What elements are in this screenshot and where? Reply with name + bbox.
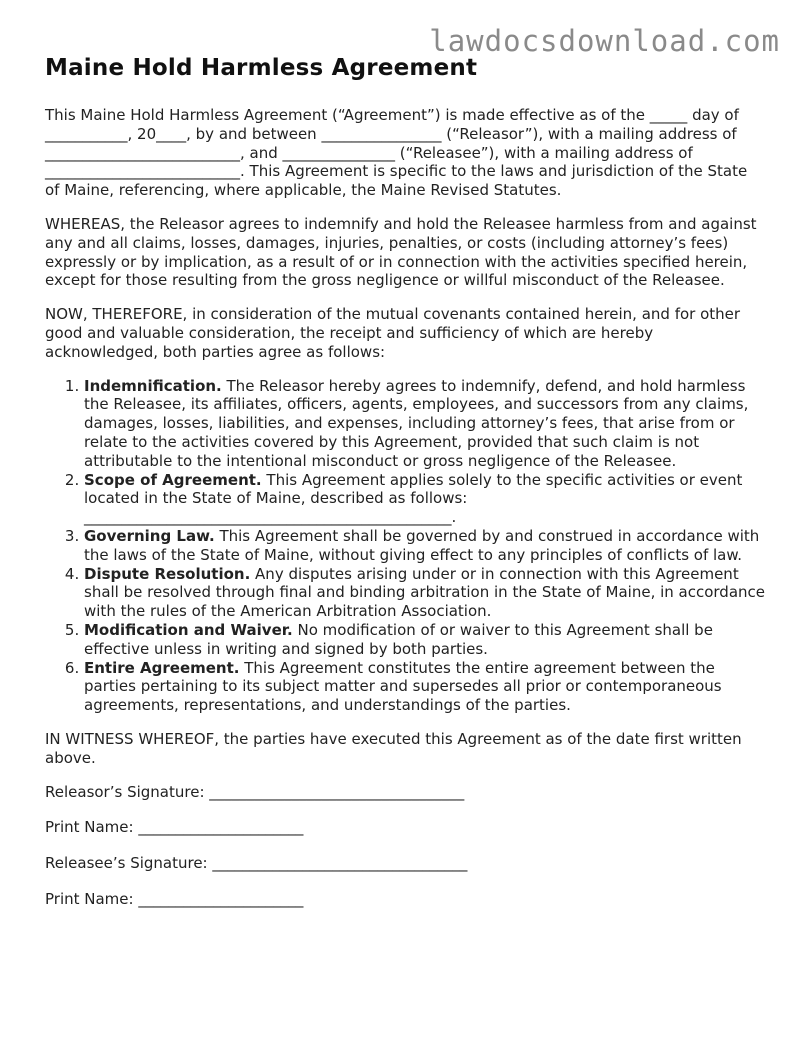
clause-text: This Agreement shall be governed by and construed in accordance with the laws of the State of Maine, without giving effect to any principles of conflicts of law. xyxy=(84,526,760,564)
clause-item xyxy=(84,659,765,715)
clause-text: This Agreement constitutes the entire agreement between the parties pertaining to its subject matter and supersedes all prior or contemporaneous agreements, representations, and understandings of the parties. xyxy=(84,658,722,715)
witness-paragraph: IN WITNESS WHEREOF, the parties have executed this Agreement as of the date first written above. xyxy=(45,729,742,767)
now-therefore-paragraph: NOW, THEREFORE, in consideration of the mutual covenants contained herein, and for other good and valuable consideration, the receipt and sufficiency of which are hereby acknowledged, both parties agree as follows: xyxy=(45,305,741,361)
document-page xyxy=(45,55,765,926)
clause-text: This Agreement applies solely to the specific activities or event located in the State of Maine, described as follows: _________________________________________________. xyxy=(84,470,743,527)
clause-item xyxy=(84,527,765,565)
releasee-signature-line[interactable]: Releasee’s Signature: __________________________________ xyxy=(45,854,468,873)
intro-paragraph: This Maine Hold Harmless Agreement (“Agreement”) is made effective as of the _____ day of ___________, 20____, by and between ________________ (“Releasor”), with a mailing address of __________________________, and _______________ (“Releasee”), with a mailing address of __________________________. This Agreement is specific to the laws and jurisdiction of the State of Maine, referencing, where applicable, the Maine Revised Statutes. xyxy=(45,106,748,200)
clause-text: Any disputes arising under or in connection with this Agreement shall be resolved through final and binding arbitration in the State of Maine, in accordance with the rules of the American Arbitration Association. xyxy=(84,564,766,621)
clause-heading: Entire Agreement. xyxy=(84,658,240,677)
clause-heading: Governing Law. xyxy=(84,526,215,545)
releasor-signature-line[interactable]: Releasor’s Signature: __________________________________ xyxy=(45,782,465,801)
clause-heading: Indemnification. xyxy=(84,376,222,395)
clause-heading: Modification and Waiver. xyxy=(84,620,293,639)
page-title: Maine Hold Harmless Agreement xyxy=(45,55,478,81)
clause-text: The Releasor hereby agrees to indemnify, defend, and hold harmless the Releasee, its affiliates, officers, agents, employees, and successors from any claims, damages, losses, liabilities, and expenses, including attorney’s fees, that arise from or relate to the activities covered by this Agreement, provided that such claim is not attributable to the intentional misconduct or gross negligence of the Releasee. xyxy=(84,376,749,470)
clause-item xyxy=(84,471,765,527)
clause-item xyxy=(84,565,765,621)
releasor-print-name-line[interactable]: Print Name: ______________________ xyxy=(45,818,304,837)
watermark: lawdocsdownload.com xyxy=(429,24,780,58)
clause-text: No modification of or waiver to this Agreement shall be effective unless in writing and signed by both parties. xyxy=(84,620,713,658)
clause-item xyxy=(84,377,765,471)
clause-list xyxy=(45,377,765,715)
clause-item xyxy=(84,621,765,659)
releasee-print-name-line[interactable]: Print Name: ______________________ xyxy=(45,889,304,908)
clause-heading: Scope of Agreement. xyxy=(84,470,262,489)
clause-heading: Dispute Resolution. xyxy=(84,564,251,583)
whereas-paragraph: WHEREAS, the Releasor agrees to indemnify and hold the Releasee harmless from and against any and all claims, losses, damages, injuries, penalties, or costs (including attorney’s fees) expressly or by implication, as a result of or in connection with the activities specified herein, except for those resulting from the gross negligence or willful misconduct of the Releasee. xyxy=(45,214,757,290)
